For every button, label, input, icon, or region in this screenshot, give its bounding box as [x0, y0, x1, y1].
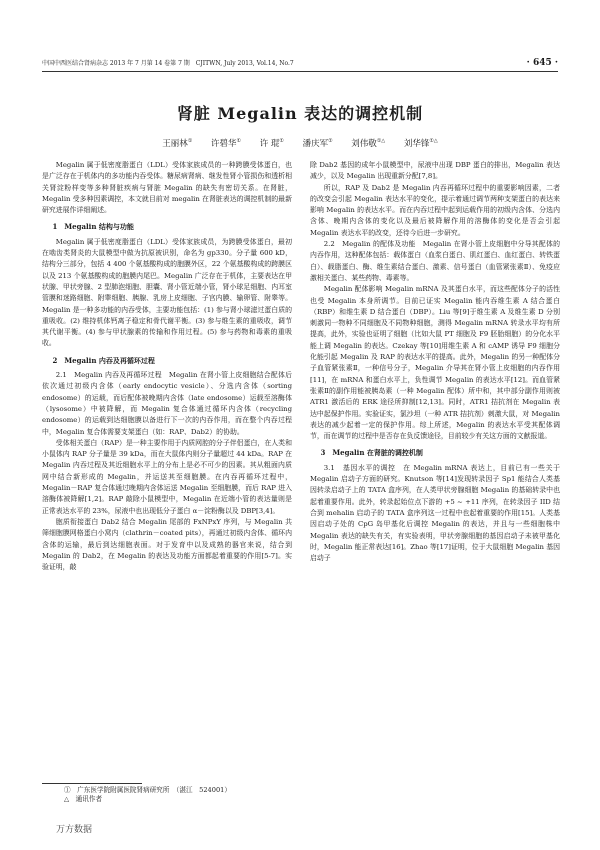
header-divider [42, 71, 558, 72]
journal-citation: 中国中西医结合肾病杂志 2013 年 7 月第 14 卷第 7 期 CJITWN, July 2013, Vol.14, No.7 [42, 60, 294, 67]
footnotes [64, 786, 231, 804]
author: 王丽林① [162, 138, 193, 149]
author: 刘伟敬①△ [351, 138, 386, 149]
body-paragraph: 3.1 基因水平的调控 在 Megalin mRNA 表达上，目前已有一些关于 Megalin 启动子方面的研究。Knutson 等[14]发现转录因子 Sp1 能结合人类基因转录启动子上的 TATA 盒序列，在人类甲状旁腺细胞 Megalin 的基础转录中也起着重要作用。此外，转录起始位点下游的 +5 ~ +11 序列，在转录因子 IID 结合到 mehalin 启动子的 TATA 盒序列这一过程中也起着重要的作用[15]。人类基因启动子处的 CpG 岛甲基化后调控 Megalin 的表达，并且与一些细胞株中 Megalin 表达的缺失有关，有实验表明，甲状旁腺细胞的基因启动子未被甲基化时，Megalin 能正常表达[16]。Zhao 等[17]证明，位于大鼠细胞 Megalin 基因启动子 [310, 463, 560, 563]
abstract: Megalin 属于低密度脂蛋白（LDL）受体家族成员的一种跨膜受体蛋白，也是广泛存在于机体内的多功能内吞受体。糖尿病肾病、继发性肾小管损伤和透析相关肾淀粉样变等多种肾脏疾病与肾脏 Megalin 的缺失有密切关系。在肾脏，Megalin 受多种因素调控，本文就目前对 megalin 在肾脏表达的调控机制的最新研究进展作详细阐述。 [42, 161, 292, 215]
author-list [0, 136, 600, 149]
author: 潘庆军① [302, 138, 333, 149]
right-column [310, 160, 560, 564]
author: 许碧华① [211, 138, 241, 149]
footnote-divider [42, 783, 142, 784]
footnote-corresponding: △ 通讯作者 [64, 795, 103, 803]
body-paragraph: Megalin 配体影响 Megalin mRNA 及其蛋白水平，而这些配体分子的活性也受 Megalin 本身所调节。目前已证实 Megalin 能内吞维生素 A 结合蛋白（RBP）和维生素 D 结合蛋白（DBP）。Liu 等[9]于维生素 A 及维生素 D 分别刺激同一物种不同细胞及不同物种细胞，测得 Megalin mRNA 转录水平均有所提高，此外，实验也证明了细胞（比如大鼠 PT 细胞及 F9 胚胎细胞）的分化水平能上调 Megalin 的表达。Czekay 等[10]用维生素 A 和 cAMP 诱导 F9 细胞分化能引起 Megalin 及 RAP 的表达水平的提高。此外，Megalin 的另一种配体分子血管紧张素Ⅱ，一种信号分子，Megalin 介导其在肾小管上皮细胞的内吞作用[11]，在 mRNA 和蛋白水平上，负性调节 Megalin 的表达水平[12]。而血管紧张素Ⅱ的副作用能被胰岛素（一种 Megalin 配体）所中和，其中部分副作用则被 ATR1 激活后的 ERK 途径所抑制[12,13]。同时，ATR1 拮抗剂在 Megalin 表达中起保护作用。实验证实，氯沙坦（一种 ATR 拮抗剂）刺激大鼠，对 Megalin 表达的减少起着一定的保护作用。综上所述，Megalin 的表达水平受其配体调节，而在调节的过程中是否存在负反馈途径，目前较少有关这方面的文献报道。 [310, 285, 560, 441]
section-heading: 3 Megalin 在肾脏的调控机制 [320, 448, 423, 458]
body-paragraph: Megalin 属于低密度脂蛋白（LDL）受体家族成员，为跨膜受体蛋白，最初在啮齿类肾炎的大鼠模型中做为抗原被识别，命名为 gp330。分子量 600 kD，结构分三部分，包括 4 400 个氨基酸构成的胞膜外区，22 个氨基酸构成的跨膜区以及 213 个氨基酸构成的胞膜内尾巴。Megalin 广泛存在于机体，主要表达在甲状腺、甲状旁腺、2 型肺泡细胞、胆囊、肾小管近端小管，肾小球足细胞、内耳室管膜和迷路细胞、附睾细胞、胰腺、乳房上皮细胞、子宫内膜、输卵管、附睾等。Megalin 是一种多功能的内吞受体，主要功能包括：(1) 参与肾小球滤过蛋白质的重吸收。(2) 维持机体钙离子稳定和骨代谢平衡。(3) 参与维生素的重吸收，调节其代谢平衡。(4) 参与甲状腺素的传输和作用过程。(5) 参与药物和毒素的重吸收。 [42, 237, 292, 348]
left-column [42, 160, 292, 573]
footnote-affiliation: ① 广东医学院附属医院肾病研究所 （湛江 524001） [64, 786, 231, 794]
page-number: · 645 · [526, 58, 558, 68]
running-head [42, 60, 558, 68]
author: 刘华锋①△ [403, 138, 438, 149]
body-paragraph: 2.2 Megalin 的配体及功能 Megalin 在肾小管上皮细胞中分导其配体的内吞作用，这种配体包括：载体蛋白（血浆白蛋白、肌红蛋白、血红蛋白、转铁蛋白）、载脂蛋白、酶、维生素结合蛋白、激素、信号蛋白（血管紧张素Ⅱ）、免疫应激相关蛋白、某些药物、毒素等。 [310, 240, 560, 282]
body-paragraph: 受体相关蛋白（RAP）是一种主要作用于内质网腔的分子伴侣蛋白，在人类和小鼠体内 RAP 分子量是 39 kDa，而在大鼠体内则分子量超过 44 kDa。RAP 在 Megalin 内吞过程及其近细胞水平上的分布上是必不可少的因素。其从粗面内质网中结合新形成的 Megalin，并运送其至细胞膜。在内吞再循环过程中，Megalin－RAP 复合体通过晚期内含体运送 Megalin 至细胞膜，而后 RAP 进入溶酶体被降解[1,2]。RAP 敲除小鼠模型中，Megalin 在近端小管的表达量则是正常表达水平的 23%，尿液中也出现低分子蛋白 α－淀粉酶以及 DBP[3,4]。 [42, 438, 292, 515]
body-paragraph: 所以，RAP 及 Dab2 是 Megalin 内吞再循环过程中的重要影响因素，二者的改变会引起 Megalin 表达水平的变化，提示着通过调节两种支架蛋白的表达来影响 Megalin 的表达水平。而在内吞过程中起到运载作用的初级内含体、分选内含体、晚期内含体的变化以及最后被降解作用的溶酶体的变化是否会引起 Megalin 表达水平的改变，还待今后进一步研究。 [310, 183, 560, 237]
body-paragraph: 胞质衔接蛋白 Dab2 结合 Megalin 尾部的 FxNPxY 序列，与 Megalin 共筛细胞膜网格蛋白小窝内（clathrin－coated pits），再通过初级内含体、循环内含体的运输，最后到达细胞表面。对于发育中以及成熟的器官来说，结合到 Megalin 的 Dab2，在 Megalin 的表达及功能方面都起着重要的作用[5-7]。实验证明，敲 [42, 517, 292, 572]
article-title: 肾脏 Megalin 表达的调控机制 [176, 104, 424, 123]
section-heading: 2 Megalin 内吞及再循环过程 [52, 355, 155, 365]
body-paragraph: 2.1 Megalin 内吞及再循环过程 Megalin 在肾小管上皮细胞结合配体后依次通过初级内含体（early endocytic vesicle）、分选内含体（sorting endosome）的运载，而后配体被晚期内含体（late endosome）运载至溶酶体（lysosome）中被降解，而 Megalin 复合体通过循环内含体（recycling endosome）的运载到达细胞膜以备进行下一次的内吞作用，而在整个内吞过程中，Megalin 复合体需要支架蛋白（如：RAP、Dab2）的协助。 [42, 371, 292, 436]
body-paragraph: 除 Dab2 基因的成年小鼠模型中，尿液中出现 DBP 蛋白的排出，Megalin 表达减少，以及 Megalin 出现重新分配[7,8]。 [310, 161, 560, 181]
watermark-text: 万方数据 [56, 825, 93, 835]
author: 许 琨① [259, 138, 284, 149]
section-heading: 1 Megalin 结构与功能 [52, 222, 134, 232]
